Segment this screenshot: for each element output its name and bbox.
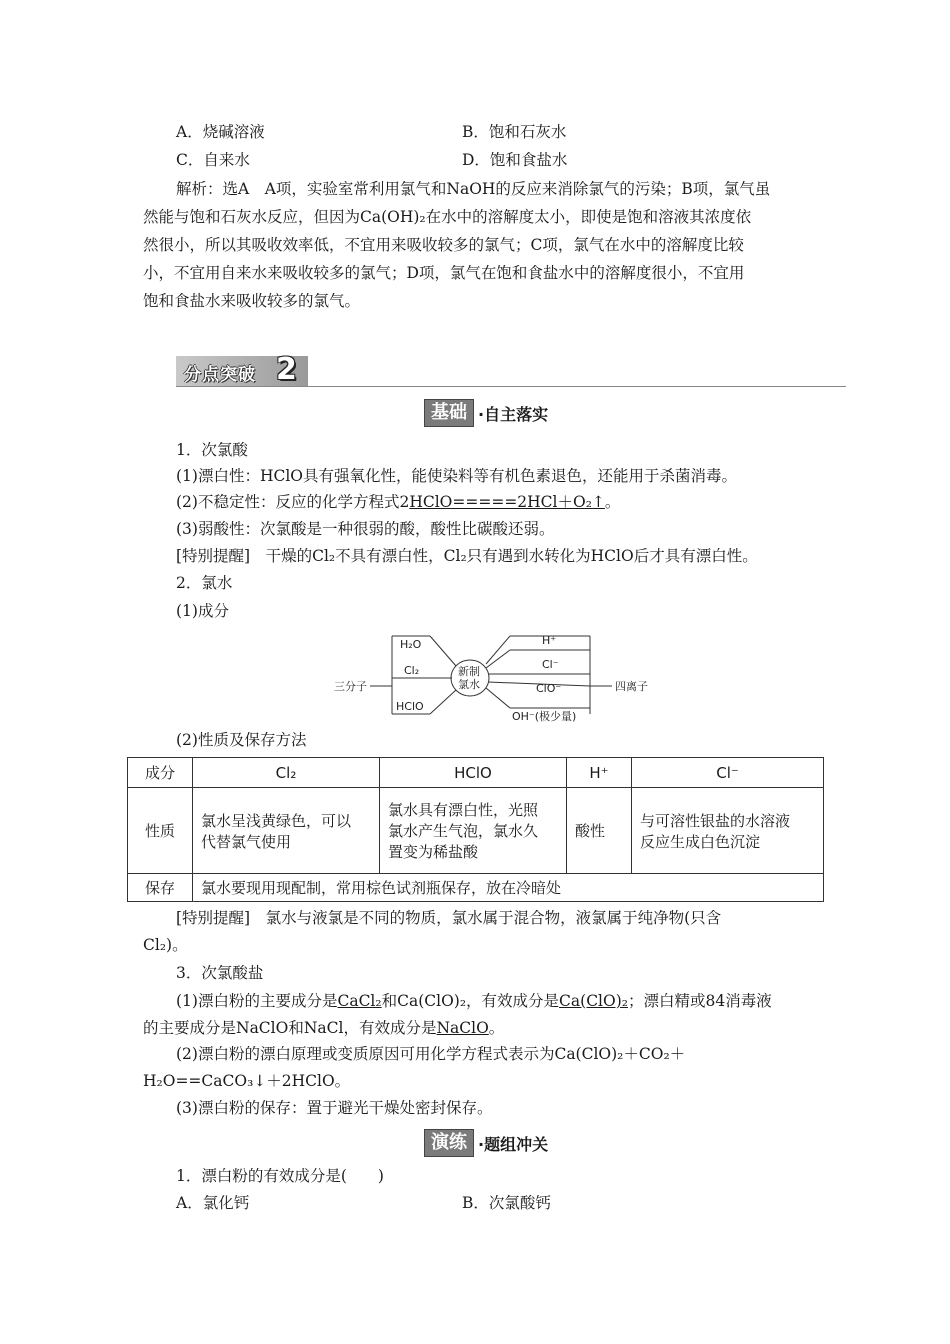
ion-h: H⁺ (542, 634, 557, 647)
properties-table (127, 757, 824, 902)
tip-liquid-chlorine: [特别提醒] 氯水与液氯是不同的物质，氯水属于混合物，液氯属于纯净物(只含 (176, 909, 722, 927)
analysis-line: 然能与饱和石灰水反应，但因为Ca(OH)₂在水中的溶解度太小，即使是饱和溶液其浓度依 (143, 208, 752, 226)
section-badge-text: 分点突破 (184, 365, 256, 385)
table-row-label: 保存 (128, 874, 193, 902)
section-badge (176, 352, 308, 387)
table-header-row (128, 758, 824, 788)
practice-heading-text: ·题组冲关 (478, 1134, 549, 1154)
para-bleach-principle-cont: H₂O==CaCO₃↓＋2HClO。 (143, 1072, 351, 1090)
para-instability: (2)不稳定性：反应的化学方程式2HClO=====2HCl＋O₂↑。 (176, 493, 621, 511)
heading-chlorine-water: 2．氯水 (176, 574, 233, 592)
composition-diagram (330, 628, 660, 722)
option-d: D．饱和食盐水 (462, 151, 568, 169)
practice-heading-box: 演练 (424, 1129, 474, 1157)
molecule-h2o: H₂O (400, 638, 422, 651)
label-four-ions: 四离子 (615, 680, 648, 693)
analysis-line: 解析：选A A项，实验室常利用氯气和NaOH的反应来消除氯气的污染；B项，氯气虽 (176, 180, 771, 198)
tip-dry-chlorine: [特别提醒] 干燥的Cl₂不具有漂白性，Cl₂只有遇到水转化为HClO后才具有漂白性。 (176, 547, 758, 565)
basic-heading (424, 399, 548, 427)
table-header: 成分 (128, 758, 193, 788)
table-cell-hclo: 氯水具有漂白性，光照 氯水产生气泡，氯水久 置变为稀盐酸 (380, 788, 567, 874)
para-bleach-storage: (3)漂白粉的保存：置于避光干燥处密封保存。 (176, 1099, 493, 1117)
analysis-line: 然很小，所以其吸收效率低，不宜用来吸收较多的氯气；C项，氯气在水中的溶解度比较 (143, 236, 744, 254)
option-a: A．烧碱溶液 (176, 123, 265, 141)
molecule-cl2: Cl₂ (404, 664, 420, 677)
table-header: HClO (380, 758, 567, 788)
para-weak-acid: (3)弱酸性：次氯酸是一种很弱的酸，酸性比碳酸还弱。 (176, 520, 555, 538)
ion-clo: ClO⁻ (536, 682, 562, 695)
table-row-storage (128, 874, 824, 902)
ion-cl: Cl⁻ (542, 658, 559, 671)
para-bleach-principle: (2)漂白粉的漂白原理或变质原因可用化学方程式表示为Ca(ClO)₂＋CO₂＋ (176, 1045, 686, 1063)
basic-heading-box: 基础 (424, 399, 474, 427)
table-cell-storage: 氯水要现用现配制，常用棕色试剂瓶保存，放在冷暗处 (193, 874, 824, 902)
table-row-label: 性质 (128, 788, 193, 874)
para-bleach-powder: (1)漂白粉的主要成分是CaCl₂和Ca(ClO)₂，有效成分是Ca(ClO)₂；漂白精或84消毒液 (176, 992, 772, 1010)
label-fresh: 新制 (458, 665, 480, 678)
section-divider (176, 386, 846, 387)
table-row-properties (128, 788, 824, 874)
table-cell-cl: 与可溶性银盐的水溶液 反应生成白色沉淀 (632, 788, 824, 874)
ion-oh: OH⁻(极少量) (512, 710, 577, 722)
para-bleaching: (1)漂白性：HClO具有强氧化性，能使染料等有机色素退色，还能用于杀菌消毒。 (176, 467, 737, 485)
analysis-line: 小，不宜用自来水来吸收较多的氯气；D项，氯气在饱和食盐水中的溶解度很小，不宜用 (143, 264, 745, 282)
question-1-option-b: B．次氯酸钙 (462, 1194, 551, 1212)
para-bleach-powder-cont: 的主要成分是NaClO和NaCl，有效成分是NaClO。 (143, 1019, 505, 1037)
heading-hypochlorite: 3．次氯酸盐 (176, 964, 264, 982)
para-composition: (1)成分 (176, 602, 229, 620)
practice-heading (424, 1129, 548, 1157)
tip-liquid-chlorine-cont: Cl₂)。 (143, 936, 188, 954)
table-header: Cl⁻ (632, 758, 824, 788)
label-chlorine-water: 氯水 (458, 678, 480, 691)
basic-heading-text: ·自主落实 (478, 404, 549, 424)
heading-hclo: 1．次氯酸 (176, 441, 248, 459)
option-c: C．自来水 (176, 151, 250, 169)
equation-underlined: HClO=====2HCl＋O₂↑ (409, 493, 605, 511)
table-header: H⁺ (567, 758, 632, 788)
label-three-molecules: 三分子 (334, 680, 367, 693)
table-cell-h: 酸性 (567, 788, 632, 874)
option-b: B．饱和石灰水 (462, 123, 567, 141)
table-header: Cl₂ (193, 758, 380, 788)
molecule-hclo: HClO (396, 700, 424, 713)
table-cell-cl2: 氯水呈浅黄绿色，可以 代替氯气使用 (193, 788, 380, 874)
section-badge-number: 2 (276, 352, 297, 387)
question-1-option-a: A．氯化钙 (176, 1194, 250, 1212)
para-properties: (2)性质及保存方法 (176, 731, 307, 749)
question-1: 1．漂白粉的有效成分是( ) (176, 1167, 384, 1185)
analysis-line: 饱和食盐水来吸收较多的氯气。 (143, 292, 361, 310)
